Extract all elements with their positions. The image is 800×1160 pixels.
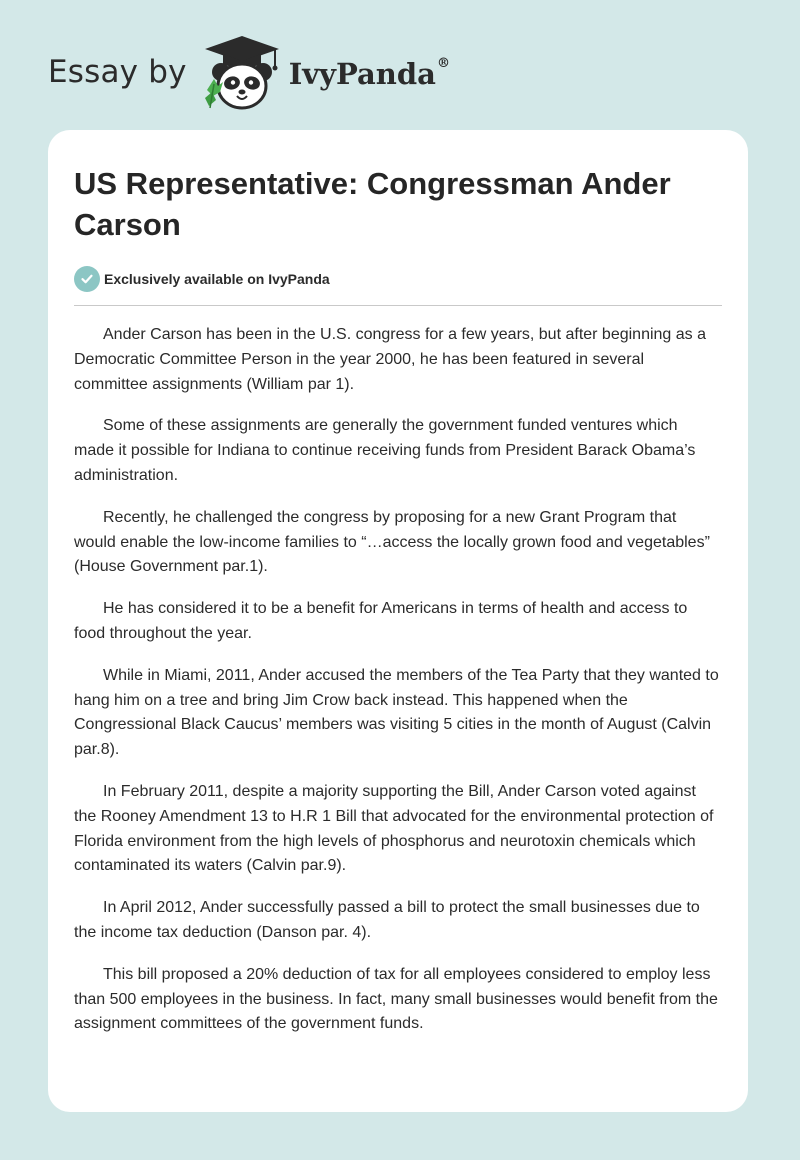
ivypanda-logo-icon[interactable] (199, 34, 285, 110)
site-header (48, 34, 450, 110)
paragraph: This bill proposed a 20% deduction of tax for all employees considered to employ less than 500 employees in the business. In fact, many small businesses would benefit from the assignment committees of the government funds. (74, 965, 718, 1033)
exclusive-badge-label: Exclusively available on IvyPanda (104, 271, 330, 287)
paragraph: He has considered it to be a benefit for Americans in terms of health and access to food throughout the year. (74, 600, 688, 642)
paragraph: In February 2011, despite a majority supporting the Bill, Ander Carson voted against the Rooney Amendment 13 to H.R 1 Bill that advocated for the environmental protection of Florida environment from the high levels of phosphorus and neurotoxin chemicals which contaminated its waters (Calvin par.9). (74, 782, 714, 875)
essay-body (74, 323, 722, 1037)
essay-card (48, 130, 748, 1112)
divider (74, 305, 722, 306)
paragraph: In April 2012, Ander successfully passed a bill to protect the small businesses due to the income tax deduction (Danson par. 4). (74, 899, 700, 941)
paragraph: While in Miami, 2011, Ander accused the members of the Tea Party that they wanted to hang him on a tree and bring Jim Crow back instead. This happened when the Congressional Black Caucus’ members was visiting 5 cities in the month of August (Calvin par.8). (74, 666, 719, 759)
paragraph: Recently, he challenged the congress by proposing for a new Grant Program that would enable the low-income families to “…access the locally grown food and vegetables” (House Government par.1). (74, 508, 710, 576)
page-title: US Representative: Congressman Ander Carson (74, 166, 671, 242)
paragraph: Ander Carson has been in the U.S. congress for a few years, but after beginning as a Democratic Committee Person in the year 2000, he has been featured in several committee assignments (William par 1). (74, 326, 707, 393)
registered-mark: ® (436, 56, 450, 72)
exclusive-badge (74, 265, 722, 293)
check-circle-icon (74, 266, 100, 292)
essay-by-label: Essay by (48, 54, 187, 90)
ivypanda-wordmark[interactable]: IvyPanda® (288, 56, 450, 91)
paragraph: Some of these assignments are generally the government funded ventures which made it possible for Indiana to continue receiving funds from President Barack Obama’s administration. (74, 417, 696, 484)
